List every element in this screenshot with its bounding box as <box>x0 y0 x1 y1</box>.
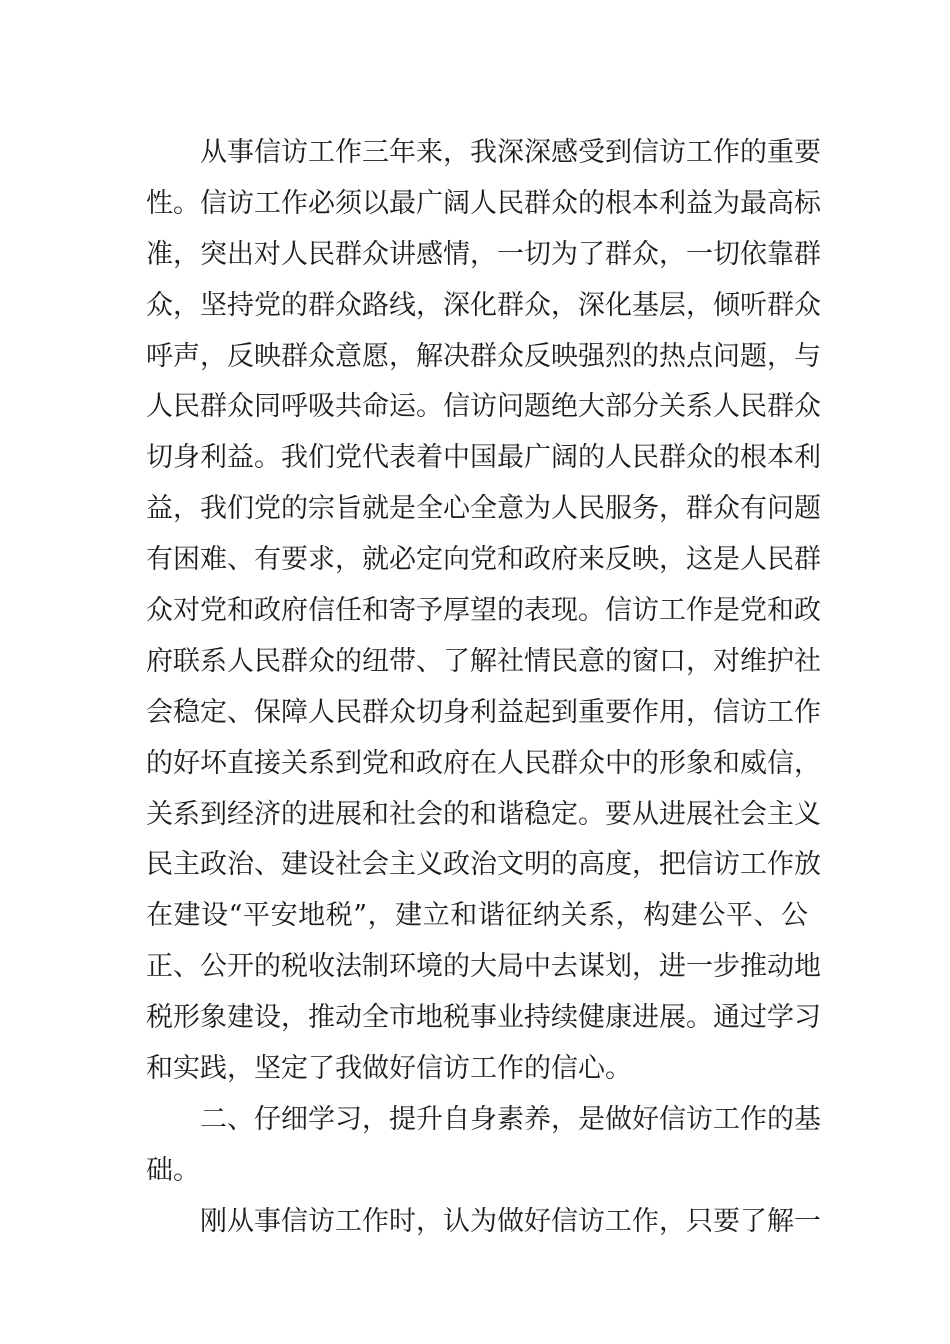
paragraph-line: 有困难、有要求，就必定向党和政府来反映，这是人民群 <box>146 544 821 576</box>
paragraph-line: 税形象建设，推动全市地税事业持续健康进展。通过学习 <box>146 1002 821 1034</box>
paragraph-line: 准，突出对人民群众讲感情，一切为了群众，一切依靠群 <box>146 238 821 270</box>
heading-line: 二、仔细学习，提升自身素养，是做好信访工作的基 <box>200 1103 821 1135</box>
paragraph-1 <box>146 128 821 1095</box>
paragraph-line: 会稳定、保障人民群众切身利益起到重要作用，信访工作 <box>146 696 821 728</box>
paragraph-line: 民主政治、建设社会主义政治文明的高度，把信访工作放 <box>146 849 821 881</box>
paragraph-3 <box>146 1197 821 1248</box>
paragraph-line: 众，坚持党的群众路线，深化群众，深化基层，倾听群众 <box>146 289 821 321</box>
paragraph-line: 关系到经济的进展和社会的和谐稳定。要从进展社会主义 <box>146 798 821 830</box>
paragraph-line: 性。信访工作必须以最广阔人民群众的根本利益为最高标 <box>146 187 821 219</box>
paragraph-line: 刚从事信访工作时，认为做好信访工作，只要了解一 <box>200 1205 821 1237</box>
paragraph-line: 的好坏直接关系到党和政府在人民群众中的形象和威信， <box>146 747 821 779</box>
heading-line: 础。 <box>146 1154 200 1186</box>
paragraph-line: 呼声，反映群众意愿，解决群众反映强烈的热点问题，与 <box>146 340 821 372</box>
paragraph-line: 人民群众同呼吸共命运。信访问题绝大部分关系人民群众 <box>146 391 821 423</box>
section-heading <box>146 1095 821 1197</box>
paragraph-line: 益，我们党的宗旨就是全心全意为人民服务，群众有问题 <box>146 493 821 525</box>
paragraph-line: 府联系人民群众的纽带、了解社情民意的窗口，对维护社 <box>146 645 821 677</box>
paragraph-line: 和实践，坚定了我做好信访工作的信心。 <box>146 1053 632 1085</box>
paragraph-line: 正、公开的税收法制环境的大局中去谋划，进一步推动地 <box>146 951 821 983</box>
paragraph-line: 在建设“平安地税”，建立和谐征纳关系，构建公平、公 <box>146 900 808 932</box>
document-body <box>146 128 821 1248</box>
paragraph-line: 从事信访工作三年来，我深深感受到信访工作的重要 <box>200 137 821 168</box>
paragraph-line: 众对党和政府信任和寄予厚望的表现。信访工作是党和政 <box>146 595 821 627</box>
paragraph-line: 切身利益。我们党代表着中国最广阔的人民群众的根本利 <box>146 442 821 474</box>
